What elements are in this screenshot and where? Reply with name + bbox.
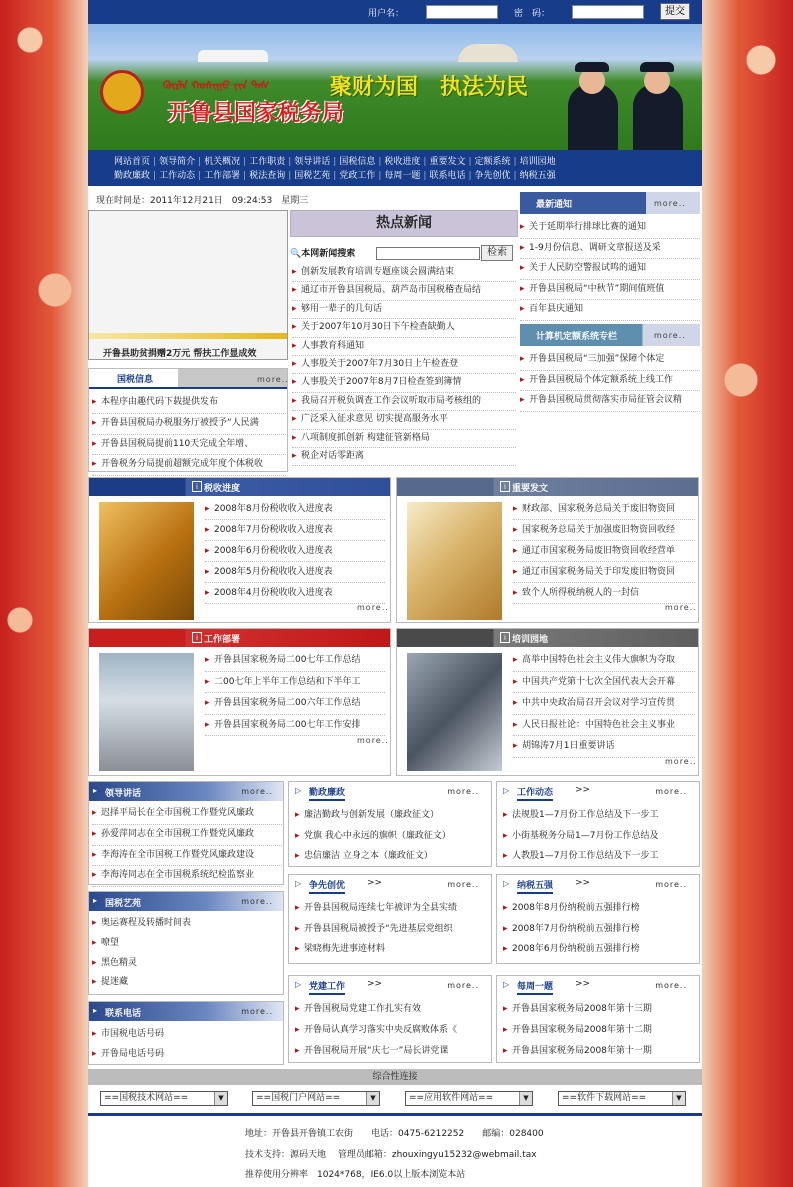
list-item[interactable]: ▸ 通辽市国家税务局废旧物资回收经营单 xyxy=(513,541,695,562)
double-chevron-icon: >> xyxy=(367,979,383,989)
work-plan-title: 工作部署 xyxy=(204,635,241,645)
excellence-more-link[interactable]: more.. xyxy=(447,880,479,889)
quota-list xyxy=(520,350,700,412)
slogan: 聚财为国 执法为民 xyxy=(330,75,529,100)
notice-list xyxy=(520,218,700,321)
quota-more-link[interactable]: more.. xyxy=(654,331,686,340)
list-item[interactable]: ▸ 够用一辈子的几句话 xyxy=(292,301,516,319)
current-time: 现在时间是：2011年12月21日 09:24:53 星期三 xyxy=(96,196,309,206)
list-item[interactable]: ▸ 廉洁勤政与创新发展（廉政征文） xyxy=(295,805,489,826)
important-docs-list xyxy=(513,499,695,604)
officer-image xyxy=(568,84,618,150)
list-item[interactable]: ▸ 李海涛在全市国税工作暨党风廉政建设 xyxy=(92,846,282,867)
list-item[interactable]: ▸ 开鲁县国税局“中秋节”期间值班值 xyxy=(520,280,700,301)
photo-news[interactable] xyxy=(88,210,288,360)
list-item[interactable]: ▸ 2008年6月份税收收入进度表 xyxy=(205,541,385,562)
financial-image xyxy=(99,502,194,620)
officer-image xyxy=(633,84,683,150)
building-image xyxy=(99,653,194,771)
tax-info-panel xyxy=(88,368,288,472)
list-item[interactable]: ▸ 我局召开税负调查工作会议听取市局考核组的 xyxy=(292,393,516,411)
meeting-image xyxy=(407,653,502,771)
info-icon: i xyxy=(500,481,510,492)
tax-progress-list xyxy=(205,499,385,604)
main-nav xyxy=(88,150,702,186)
list-item[interactable]: ▸ 嘹望 xyxy=(92,934,282,954)
double-chevron-icon: >> xyxy=(575,979,591,989)
tax-progress-panel xyxy=(88,477,391,623)
party-list xyxy=(295,999,489,1062)
excellence-header xyxy=(289,875,491,893)
work-plan-list xyxy=(205,650,385,736)
nav-item[interactable]: 国税艺苑 xyxy=(294,171,331,181)
yurt-image xyxy=(198,50,268,62)
nav-item[interactable]: 税法查询 xyxy=(249,171,286,181)
tax-progress-more-link[interactable]: more.. xyxy=(357,603,389,612)
left-decorative-background xyxy=(0,0,88,1187)
list-item[interactable]: ▸ 1-9月份信息、调研文章报送及采 xyxy=(520,239,700,260)
page-container xyxy=(88,0,702,1187)
important-docs-more-link[interactable]: more.. xyxy=(665,603,697,612)
list-item[interactable]: ▸ 人事教育科通知 xyxy=(292,338,516,356)
list-item[interactable]: ▸ 中共中央政治局召开会议对学习宣传贯 xyxy=(513,693,695,715)
triangle-icon: ▷ xyxy=(503,786,510,795)
weekly-panel xyxy=(496,975,700,1063)
nav-item[interactable]: 联系电话 xyxy=(429,171,466,181)
triangle-icon: ▷ xyxy=(295,879,302,888)
tax-info-list xyxy=(92,393,286,476)
list-item[interactable]: ▸ 开鲁县国家税务局二00七年工作总结 xyxy=(205,650,385,672)
nav-item[interactable]: 领导简介 xyxy=(159,157,196,167)
tax-art-header xyxy=(89,892,283,911)
dynamics-more-link[interactable]: more.. xyxy=(655,787,687,796)
list-item[interactable]: ▸ 开鲁县国税局连续七年被评为全县实绩 xyxy=(295,898,489,919)
list-item[interactable]: ▸ 开鲁国税局党建工作扎实有效 xyxy=(295,999,489,1020)
news-search-label: 🔍本网新闻搜索 xyxy=(290,249,356,259)
nav-item[interactable]: 工作部署 xyxy=(204,171,241,181)
list-item[interactable]: ▸ 捉迷藏 xyxy=(92,973,282,993)
arrow-icon: ▸ xyxy=(93,1006,98,1015)
list-item[interactable]: ▸ 关于人民防空警报试鸣的通知 xyxy=(520,259,700,280)
list-item[interactable]: ▸ 通辽市开鲁县国税局、葫芦岛市国税稽查局结 xyxy=(292,282,516,300)
list-item[interactable]: ▸ 财政部、国家税务总局关于废旧物资回 xyxy=(513,499,695,520)
leader-speech-title: 领导讲话 xyxy=(105,789,142,799)
double-chevron-icon: >> xyxy=(575,878,591,888)
list-item[interactable]: ▸ 广泛采入征求意见 切实提高服务水平 xyxy=(292,411,516,429)
list-item[interactable]: ▸ 2008年8月份纳税前五强排行榜 xyxy=(503,898,697,919)
contact-title: 联系电话 xyxy=(105,1009,142,1019)
work-plan-more-link[interactable]: more.. xyxy=(357,736,389,745)
nav-item[interactable]: 工作动态 xyxy=(159,171,196,181)
list-item[interactable]: ▸ 百年县庆通知 xyxy=(520,300,700,321)
excellence-title: 争先创优 xyxy=(309,878,345,894)
list-item[interactable]: ▸ 孙爱萍同志在全市国税工作暨党风廉政 xyxy=(92,825,282,846)
list-item[interactable]: ▸ 开鲁县国税局贯彻落实市局征管会议精 xyxy=(520,391,700,412)
nav-row-1: 网站首页 | 领导简介 | 机关概况 | 工作职责 | 领导讲话 | 国税信息 | 税收进度 | 重要发文 | 定额系统 | 培训园地 xyxy=(114,157,556,167)
select-tax-portal-sites[interactable]: ==国税门户网站== ▼ xyxy=(252,1091,380,1106)
leader-speech-more-link[interactable]: more.. xyxy=(241,787,273,796)
list-item[interactable]: ▸ 2008年6月份纳税前五强排行榜 xyxy=(503,939,697,960)
list-item[interactable]: ▸ 小街基税务分局1—7月份工作总结及 xyxy=(503,826,697,847)
honest-list xyxy=(295,805,489,867)
yurt-image xyxy=(458,44,518,62)
party-title: 党建工作 xyxy=(309,979,345,995)
nav-item[interactable]: 网站首页 xyxy=(114,157,151,167)
double-chevron-icon: >> xyxy=(575,785,591,795)
select-software-sites[interactable]: ==应用软件网站== ▼ xyxy=(405,1091,533,1106)
org-title: 开鲁县国家税务局 xyxy=(168,101,345,126)
select-download-sites[interactable]: ==软件下载网站== ▼ xyxy=(558,1091,686,1106)
list-item[interactable]: ▸ 关于2007年10月30日下午检查缺勤人 xyxy=(292,319,516,337)
work-plan-panel xyxy=(88,628,391,776)
list-item[interactable]: ▸ 2008年5月份税收收入进度表 xyxy=(205,562,385,583)
dynamics-header xyxy=(497,782,699,800)
mongolian-title: ᠬᠥᠷᠯᠡ ᠬᠣᠰᠢᠭᠤ ᠶᠢᠨ ᠲᠡᠰ xyxy=(163,79,270,92)
honest-header xyxy=(289,782,491,800)
weekly-header xyxy=(497,976,699,994)
footer-resolution: 推荐使用分辨率 1024*768，IE6.0以上版本浏览本站 xyxy=(245,1170,466,1180)
list-item[interactable]: ▸ 人教股1—7月份工作总结及下一步工 xyxy=(503,846,697,867)
nav-item[interactable]: 税收进度 xyxy=(384,157,421,167)
nav-item[interactable]: 机关概况 xyxy=(204,157,241,167)
select-tax-tech-sites[interactable]: ==国税技术网站== ▼ xyxy=(100,1091,228,1106)
excellence-panel xyxy=(288,874,492,964)
password-input[interactable] xyxy=(572,5,644,19)
info-icon: i xyxy=(500,632,510,643)
list-item[interactable]: ▸ 开鲁县国家税务局二00七年工作安排 xyxy=(205,715,385,737)
nav-item[interactable]: 重要发文 xyxy=(429,157,466,167)
top-five-more-link[interactable]: more.. xyxy=(655,880,687,889)
links-bar: 综合性连接 xyxy=(88,1069,702,1085)
login-submit-button[interactable]: 提交 xyxy=(660,3,690,20)
top-five-header xyxy=(497,875,699,893)
dropdown-arrow-icon: ▼ xyxy=(519,1092,532,1105)
tax-art-more-link[interactable]: more.. xyxy=(241,897,273,906)
nav-item[interactable]: 培训园地 xyxy=(519,157,556,167)
list-item[interactable]: ▸ 2008年7月份税收收入进度表 xyxy=(205,520,385,541)
arrow-icon: ▸ xyxy=(93,786,98,795)
party-header xyxy=(289,976,491,994)
footer-address: 地址：开鲁县开鲁镇工农街 电话：0475-6212252 邮编：028400 xyxy=(245,1129,544,1139)
tax-art-list xyxy=(92,914,282,993)
username-label: 用户名： xyxy=(368,9,405,19)
list-item[interactable]: ▸ 关于延期举行排球比赛的通知 xyxy=(520,218,700,239)
list-item[interactable]: ▸ 二00七年上半年工作总结和下半年工 xyxy=(205,672,385,694)
tax-progress-title: 税收进度 xyxy=(204,484,241,494)
double-chevron-icon: >> xyxy=(367,878,383,888)
list-item[interactable]: ▸ 2008年8月份税收收入进度表 xyxy=(205,499,385,520)
list-item[interactable]: ▸ 胡锦涛7月1日重要讲话 xyxy=(513,736,695,758)
list-item[interactable]: ▸ 开鲁局认真学习落实中央反腐败体系《 xyxy=(295,1020,489,1041)
honest-more-link[interactable]: more.. xyxy=(447,787,479,796)
tax-progress-header xyxy=(89,478,390,496)
triangle-icon: ▷ xyxy=(503,879,510,888)
leader-speech-panel xyxy=(88,781,284,885)
dropdown-arrow-icon: ▼ xyxy=(672,1092,685,1105)
list-item[interactable]: ▸ 开鲁税务分局提前超额完成年度个体税收 xyxy=(92,455,286,476)
list-item[interactable]: ▸ 国家税务总局关于加强废旧物资回收经 xyxy=(513,520,695,541)
list-item[interactable]: ▸ 开鲁局电话号码 xyxy=(92,1044,282,1064)
weekly-more-link[interactable]: more.. xyxy=(655,981,687,990)
list-item[interactable]: ▸ 中国共产党第十七次全国代表大会开幕 xyxy=(513,672,695,694)
photo-caption-bar xyxy=(89,333,287,339)
weekly-title: 每周一题 xyxy=(517,979,553,995)
top-five-title: 纳税五强 xyxy=(517,878,553,894)
training-header xyxy=(397,629,698,647)
list-item[interactable]: ▸ 2008年4月份税收收入进度表 xyxy=(205,583,385,604)
nav-item[interactable]: 定额系统 xyxy=(474,157,511,167)
right-decorative-background xyxy=(701,0,793,1187)
tax-info-header xyxy=(89,369,287,389)
dynamics-panel xyxy=(496,781,700,867)
list-item[interactable]: ▸ 高举中国特色社会主义伟大旗帜为夺取 xyxy=(513,650,695,672)
notice-panel xyxy=(520,192,700,318)
paper-image xyxy=(407,502,502,620)
training-panel xyxy=(396,628,699,776)
nav-item[interactable]: 争先创优 xyxy=(474,171,511,181)
magnifier-icon: 🔍 xyxy=(290,249,302,259)
tax-art-title: 国税艺苑 xyxy=(105,899,142,909)
list-item[interactable]: ▸ 开鲁县国家税务局二00六年工作总结 xyxy=(205,693,385,715)
quota-header xyxy=(520,324,700,346)
list-item[interactable]: ▸ 八项制度抓创新 构建征管新格局 xyxy=(292,430,516,448)
list-item[interactable]: ▸ 迟择平局长在全市国税工作暨党风廉政 xyxy=(92,804,282,825)
list-item[interactable]: ▸ 人事股关于2007年8月7日检查签到簿情 xyxy=(292,374,516,392)
username-input[interactable] xyxy=(426,5,498,19)
list-item[interactable]: ▸ 本程序由趣代码下载提供发布 xyxy=(92,393,286,414)
top-five-list xyxy=(503,898,697,960)
weekly-list xyxy=(503,999,697,1062)
list-item[interactable]: ▸ 人事股关于2007年7月30日上午检查登 xyxy=(292,356,516,374)
nav-row-2: 勤政廉政 | 工作动态 | 工作部署 | 税法查询 | 国税艺苑 | 党政工作 | 每周一题 | 联系电话 | 争先创优 | 纳税五强 xyxy=(114,171,556,181)
training-more-link[interactable]: more.. xyxy=(665,757,697,766)
tax-art-panel xyxy=(88,891,284,995)
hot-news-list xyxy=(292,264,516,466)
tax-emblem-icon xyxy=(100,70,144,114)
list-item[interactable]: ▸ 人民日报社论：中国特色社会主义事业 xyxy=(513,715,695,737)
list-item[interactable]: ▸ 开鲁县国家税务局2008年第十三期 xyxy=(503,999,697,1020)
notice-title: 最新通知 xyxy=(536,200,573,210)
training-list xyxy=(513,650,695,758)
dropdown-arrow-icon: ▼ xyxy=(366,1092,379,1105)
tax-info-more-link[interactable]: more.. xyxy=(257,375,289,384)
quota-panel xyxy=(520,324,700,410)
tax-info-title: 国税信息 xyxy=(117,375,154,385)
footer-divider xyxy=(88,1113,702,1116)
dropdown-arrow-icon: ▼ xyxy=(214,1092,227,1105)
password-label: 密 码： xyxy=(514,9,551,19)
party-panel xyxy=(288,975,492,1063)
party-more-link[interactable]: more.. xyxy=(447,981,479,990)
dynamics-list xyxy=(503,805,697,867)
list-item[interactable]: ▸ 党旗 我心中永远的旗帜（廉政征文） xyxy=(295,826,489,847)
leader-speech-header xyxy=(89,782,283,801)
list-item[interactable]: ▸ 法规股1—7月份工作总结及下一步工 xyxy=(503,805,697,826)
notice-more-link[interactable]: more.. xyxy=(654,199,686,208)
nav-item[interactable]: 每周一题 xyxy=(384,171,421,181)
top-five-panel xyxy=(496,874,700,964)
honest-title: 勤政廉政 xyxy=(309,785,345,801)
list-item[interactable]: ▸ 开鲁县国税局被授予“先进基层党组织 xyxy=(295,919,489,940)
triangle-icon: ▷ xyxy=(295,980,302,989)
important-docs-title: 重要发文 xyxy=(512,484,549,494)
triangle-icon: ▷ xyxy=(503,980,510,989)
list-item[interactable]: ▸ 税企对话零距离 xyxy=(292,448,516,466)
list-item[interactable]: ▸ 开鲁县国家税务局2008年第十一期 xyxy=(503,1041,697,1062)
contact-list xyxy=(92,1024,282,1064)
excellence-list xyxy=(295,898,489,960)
list-item[interactable]: ▸ 李海涛同志在全市国税系统纪检监察业 xyxy=(92,866,282,887)
list-item[interactable]: ▸ 黑色精灵 xyxy=(92,954,282,974)
nav-item[interactable]: 工作职责 xyxy=(249,157,286,167)
list-item[interactable]: ▸ 奥运赛程及转播时间表 xyxy=(92,914,282,934)
nav-item[interactable]: 勤政廉政 xyxy=(114,171,151,181)
list-item[interactable]: ▸ 通辽市国家税务局关于印发废旧物资回 xyxy=(513,562,695,583)
header-banner xyxy=(88,24,702,150)
list-item[interactable]: ▸ 开鲁县国家税务局2008年第十二期 xyxy=(503,1020,697,1041)
info-icon: i xyxy=(192,481,202,492)
list-item[interactable]: ▸ 创新发展教育培训专题座谈会圆满结束 xyxy=(292,264,516,282)
info-icon: i xyxy=(192,632,202,643)
contact-more-link[interactable]: more.. xyxy=(241,1007,273,1016)
work-plan-header xyxy=(89,629,390,647)
news-search-input[interactable] xyxy=(376,247,480,260)
list-item[interactable]: ▸ 开鲁县国税局提前110天完成全年增、 xyxy=(92,435,286,456)
leader-speech-list xyxy=(92,804,282,887)
triangle-icon: ▷ xyxy=(295,786,302,795)
footer-support: 技术支持：源码天地 管理员邮箱：zhouxingyu15232@webmail.tax xyxy=(245,1150,537,1160)
login-bar xyxy=(88,0,702,24)
quota-title: 计算机定额系统专栏 xyxy=(536,332,618,342)
list-item[interactable]: ▸ 开鲁县国税局个体定额系统上线工作 xyxy=(520,371,700,392)
list-item[interactable]: ▸ 梁晓梅先进事迹材料 xyxy=(295,939,489,960)
important-docs-header xyxy=(397,478,698,496)
news-search-button[interactable]: 检索 xyxy=(481,245,513,261)
contact-header xyxy=(89,1002,283,1021)
arrow-icon: ▸ xyxy=(93,896,98,905)
list-item[interactable]: ▸ 致个人所得税纳税人的一封信 xyxy=(513,583,695,604)
contact-panel xyxy=(88,1001,284,1065)
list-item[interactable]: ▸ 开鲁县国税局办税服务厅被授予“人民满 xyxy=(92,414,286,435)
list-item[interactable]: ▸ 忠信廉洁 立身之本（廉政征文） xyxy=(295,846,489,867)
dynamics-title: 工作动态 xyxy=(517,785,553,801)
photo-caption[interactable]: 开鲁县助贫捐赠2万元 帮扶工作显成效 xyxy=(103,349,257,359)
honest-panel xyxy=(288,781,492,867)
list-item[interactable]: ▸ 开鲁县国税局“三加强”保障个体定 xyxy=(520,350,700,371)
notice-header xyxy=(520,192,700,214)
important-docs-panel xyxy=(396,477,699,623)
nav-item[interactable]: 党政工作 xyxy=(339,171,376,181)
list-item[interactable]: ▸ 市国税电话号码 xyxy=(92,1024,282,1044)
list-item[interactable]: ▸ 2008年7月份纳税前五强排行榜 xyxy=(503,919,697,940)
nav-item[interactable]: 纳税五强 xyxy=(519,171,556,181)
training-title: 培训园地 xyxy=(512,635,549,645)
list-item[interactable]: ▸ 开鲁国税局开展“庆七一”局长讲党课 xyxy=(295,1041,489,1062)
nav-item[interactable]: 领导讲话 xyxy=(294,157,331,167)
hot-news-title: 热点新闻 xyxy=(290,210,518,237)
nav-item[interactable]: 国税信息 xyxy=(339,157,376,167)
